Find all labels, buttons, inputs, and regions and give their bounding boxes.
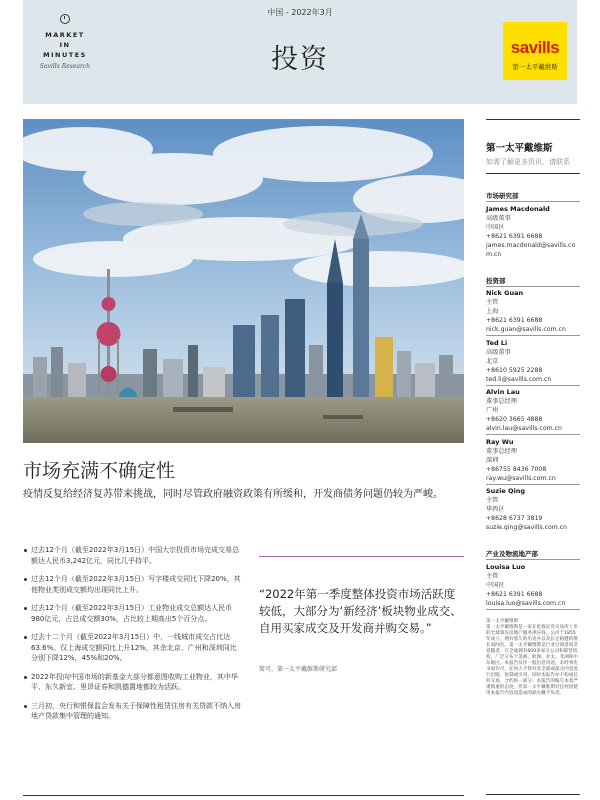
contact-email[interactable]: suzie.qing@savills.com.cn: [486, 524, 568, 531]
divider: [486, 201, 580, 202]
contact-card: [486, 205, 580, 259]
quote-divider: [259, 556, 464, 557]
contact-card: [486, 388, 580, 433]
contact-title: 主管: [486, 497, 499, 504]
mim-line-1: MARKET: [45, 31, 85, 39]
contact-card: [486, 289, 580, 334]
divider: [486, 559, 580, 560]
contact-email[interactable]: james.macdonald@savills.com.cn: [486, 241, 576, 258]
contact-region: 北京: [486, 357, 499, 365]
contact-title: 主管: [486, 299, 499, 306]
contact-region: 上海: [486, 308, 499, 315]
contact-region: 中国区: [486, 223, 505, 231]
contact-email[interactable]: ray.wu@savills.com.cn: [486, 474, 556, 482]
contact-name: Alvin Lau: [486, 388, 520, 396]
contact-name: Ray Wu: [486, 437, 514, 446]
sidebar-title: 第一太平戴维斯: [486, 143, 553, 154]
contact-email[interactable]: alvin.lau@savills.com.cn: [486, 425, 562, 432]
contact-region: 中国区: [486, 581, 505, 589]
report-header: [23, 0, 577, 104]
contact-email[interactable]: louisa.luo@savills.com.cn: [486, 599, 566, 607]
pull-quote: “2022年第一季度整体投资市场活跃度较低，大部分为‘新经济’板块物业成交、自用买家成交及开发商并购交易。”: [259, 587, 462, 635]
key-points-list: [23, 545, 243, 730]
list-item: 2022年投向中国市场的新基金大部分都意图收购工业物业，其中华平、东久新宜、里昂证券和凯德置地都较为活跃。: [23, 672, 243, 693]
list-item: 过去12个月（截至2022年3月15日）写字楼成交同比下降20%，其他物业类别成交额均出现同比上升。: [23, 574, 243, 595]
contact-phone: +8628 6737 3819: [486, 515, 543, 522]
bottom-rule: [23, 795, 464, 796]
contact-card: [486, 487, 580, 532]
contact-title: 董事总经理: [486, 447, 517, 455]
contact-title: 董事总经理: [486, 398, 517, 405]
contact-name: Ted Li: [486, 338, 508, 347]
contact-name: James Macdonald: [486, 204, 550, 213]
contact-region: 广州: [486, 407, 499, 414]
contact-name: Nick Guan: [486, 289, 524, 297]
list-item: 过去12个月（截至2022年3月15日）中国大宗投资市场完成交易总额达人民币3,242亿元，同比几乎持平。: [23, 545, 243, 566]
divider: [486, 434, 580, 435]
contact-name: Louisa Luo: [486, 562, 526, 571]
list-item: 三月初，央行和银保监会发布关于保障性租赁住房有关贷款不纳入房地产贷款集中管理的通知。: [23, 701, 243, 722]
divider: [486, 484, 580, 485]
page-title: 投资: [271, 44, 329, 75]
contact-phone: +8621 6391 6688: [486, 590, 543, 598]
mim-line-3: MINUTES: [43, 51, 87, 59]
contacts-sidebar: [486, 119, 580, 795]
divider: [486, 286, 580, 287]
section-industrial-logistics: 产业及物流地产部: [486, 550, 538, 558]
list-item: 过去12个月（截至2022年3月15日）工业物业成交总额达人民币980亿元，占总成交额30%，占比较上期高出5个百分点。: [23, 603, 243, 624]
contact-card: [486, 339, 580, 384]
contact-email[interactable]: ted.li@savills.com.cn: [486, 375, 552, 383]
contact-phone: +8620 3665 4888: [486, 416, 543, 423]
report-date: 中国 - 2022年3月: [267, 8, 333, 17]
contact-name: Suzie Qing: [486, 487, 526, 495]
savills-logo: [503, 22, 567, 80]
section-investment: 投资部: [486, 276, 506, 285]
headline: 市场充满不确定性: [23, 460, 176, 482]
list-item: 过去十二个月（截至2022年3月15日）中，一线城市成交占比达63.6%。仅上海成交额同比上升12%，其余北京、广州和深圳同比分别下降12%，45%和20%。: [23, 632, 243, 664]
contact-phone: +8621 6391 6688: [486, 232, 543, 240]
sidebar-intro: 如需了解更多资讯，请联系: [486, 158, 570, 166]
contact-card: [486, 563, 580, 608]
disclaimer-body: 第一太平戴维斯是一家在伦敦证券交易所上市的全球领先房地产服务供应商。公司于1855年成立，拥有悠久的历史并以及长足稳健的增长而闻名。第一太平戴维斯是行业引领者而非追随者，在全球拥有600多家分公司和联营机构，广泛分布于美洲、欧洲、亚太、非洲和中东地区。本报告仅作一般信息用途。未经事先书面许可，任何人不得对其全部或部分内容进行出版、复制或引用。同时本报告亦不构成任何交易、合约的一部分。本报告的编写本着严谨慎重的态度，但第一太平戴维斯对任何因使用本报告内容而造成的损失概不负责。: [486, 625, 578, 696]
contact-region: 深圳: [486, 456, 499, 464]
subheadline: 疫情反复给经济复苏带来挑战，同时尽管政府融资政策有所缓和，开发商债务问题仍较为严峻。: [23, 489, 443, 500]
contact-email[interactable]: nick.guan@savills.com.cn: [486, 326, 566, 333]
contact-phone: +8621 6391 6688: [486, 317, 543, 324]
contact-phone: +8610 5925 2288: [486, 366, 543, 374]
divider: [486, 609, 580, 610]
contact-title: 高级董事: [486, 214, 511, 222]
contact-phone: +86755 8436 7008: [486, 465, 547, 473]
mim-subtitle: Savills Research: [39, 63, 91, 70]
divider: [486, 173, 580, 174]
contact-title: 主管: [486, 572, 499, 580]
contact-title: 高级董事: [486, 348, 511, 356]
quote-source: 简可，第一太平戴维斯研究部: [259, 666, 338, 673]
shanghai-skyline-photo: [23, 119, 464, 443]
savills-logo-word: savills: [510, 38, 560, 57]
disclaimer: [486, 619, 580, 697]
savills-logo-cn: 第一太平戴维斯: [512, 63, 558, 71]
divider: [486, 385, 580, 386]
divider: [486, 335, 580, 336]
section-research: 市场研究部: [486, 192, 519, 200]
contact-region: 华西区: [486, 506, 505, 513]
contact-card: [486, 438, 580, 483]
mim-line-2: IN: [59, 41, 71, 49]
disclaimer-title: 第一太平戴维斯: [486, 619, 519, 624]
